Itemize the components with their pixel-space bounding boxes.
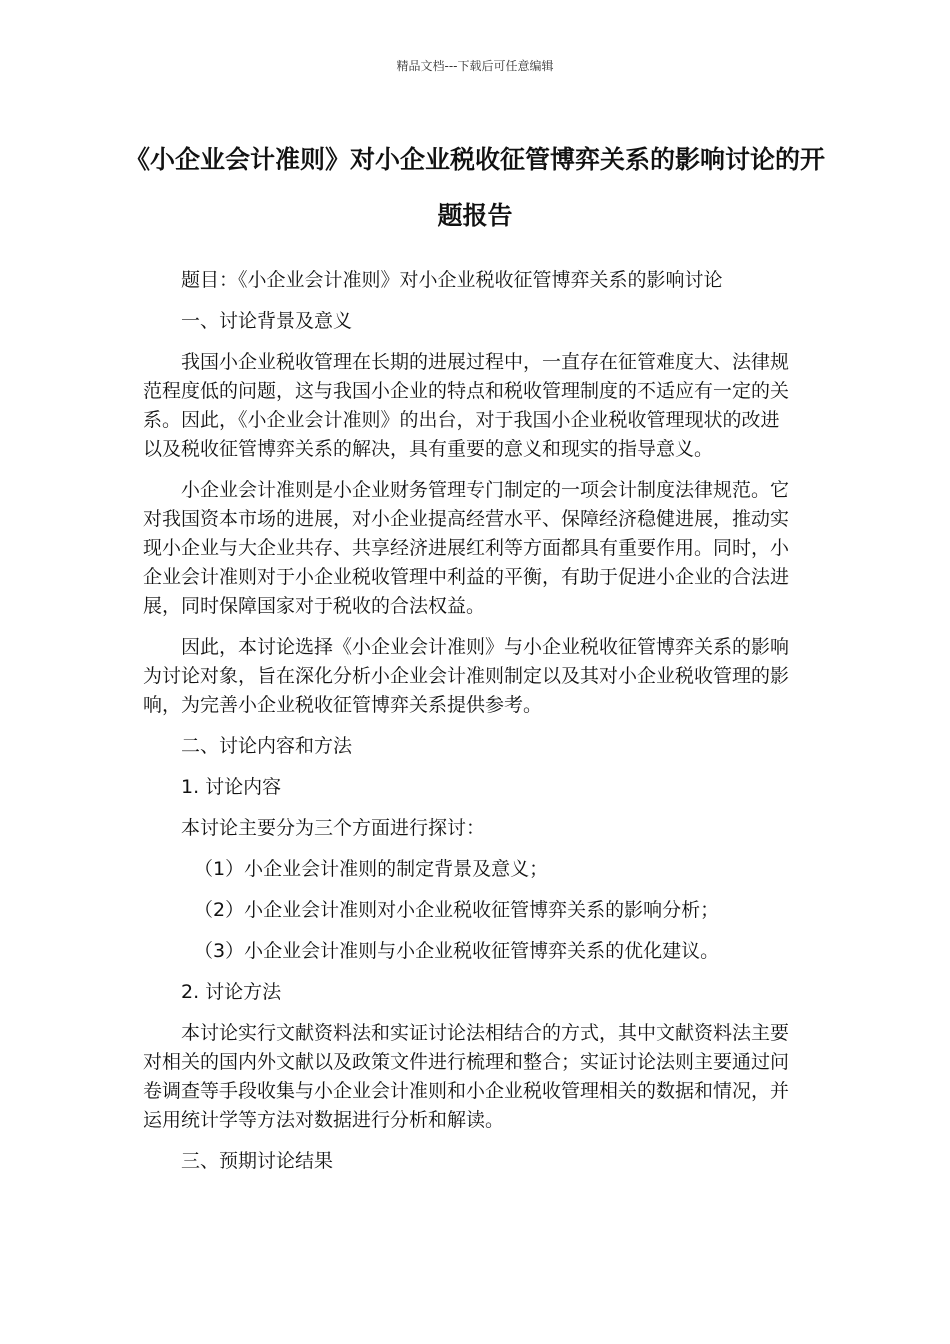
list-item-2: （2）小企业会计准则对小企业税收征管博弈关系的影响分析； — [194, 899, 720, 921]
section1-paragraph-2: 小企业会计准则是小企业财务管理专门制定的一项会计制度法律规范。它对我国资本市场的进展，对小企业提高经营水平、保障经济稳健进展，推动实现小企业与大企业共存、共享经济进展红利等方面都具有重要作用。同时，小企业会计准则对于小企业税收管理中利益的平衡，有助于促进小企业的合法进展，同时保障国家对于税收的合法权益。 — [143, 479, 790, 617]
sub1-intro: 本讨论主要分为三个方面进行探讨： — [181, 817, 486, 839]
section1-heading: 一、讨论背景及意义 — [181, 310, 353, 332]
document-title: 《小企业会计准则》对小企业税收征管博弈关系的影响讨论的开题报告 — [124, 145, 825, 230]
sub1-heading: 1. 讨论内容 — [181, 776, 282, 798]
list-item-3: （3）小企业会计准则与小企业税收征管博弈关系的优化建议。 — [194, 940, 720, 962]
list-item-1: （1）小企业会计准则的制定背景及意义； — [194, 858, 549, 880]
document-body — [143, 266, 793, 1176]
subject-line: 题目：《小企业会计准则》对小企业税收征管博弈关系的影响讨论 — [181, 269, 723, 291]
section1-paragraph-3: 因此，本讨论选择《小企业会计准则》与小企业税收征管博弈关系的影响为讨论对象，旨在深化分析小企业会计准则制定以及其对小企业税收管理的影响，为完善小企业税收征管博弈关系提供参考。 — [143, 636, 790, 716]
section1-paragraph-1: 我国小企业税收管理在长期的进展过程中，一直存在征管难度大、法律规范程度低的问题，这与我国小企业的特点和税收管理制度的不适应有一定的关系。因此，《小企业会计准则》的出台，对于我国小企业税收管理现状的改进以及税收征管博弈关系的解决，具有重要的意义和现实的指导意义。 — [143, 351, 790, 460]
section3-heading: 三、预期讨论结果 — [181, 1150, 334, 1172]
section2-heading: 二、讨论内容和方法 — [181, 735, 353, 757]
sub2-paragraph: 本讨论实行文献资料法和实证讨论法相结合的方式，其中文献资料法主要对相关的国内外文献以及政策文件进行梳理和整合；实证讨论法则主要通过问卷调查等手段收集与小企业会计准则和小企业税收管理相关的数据和情况，并运用统计学等方法对数据进行分析和解读。 — [143, 1022, 790, 1131]
sub2-heading: 2. 讨论方法 — [181, 981, 282, 1003]
header-note: 精品文档---下载后可任意编辑 — [396, 59, 554, 73]
